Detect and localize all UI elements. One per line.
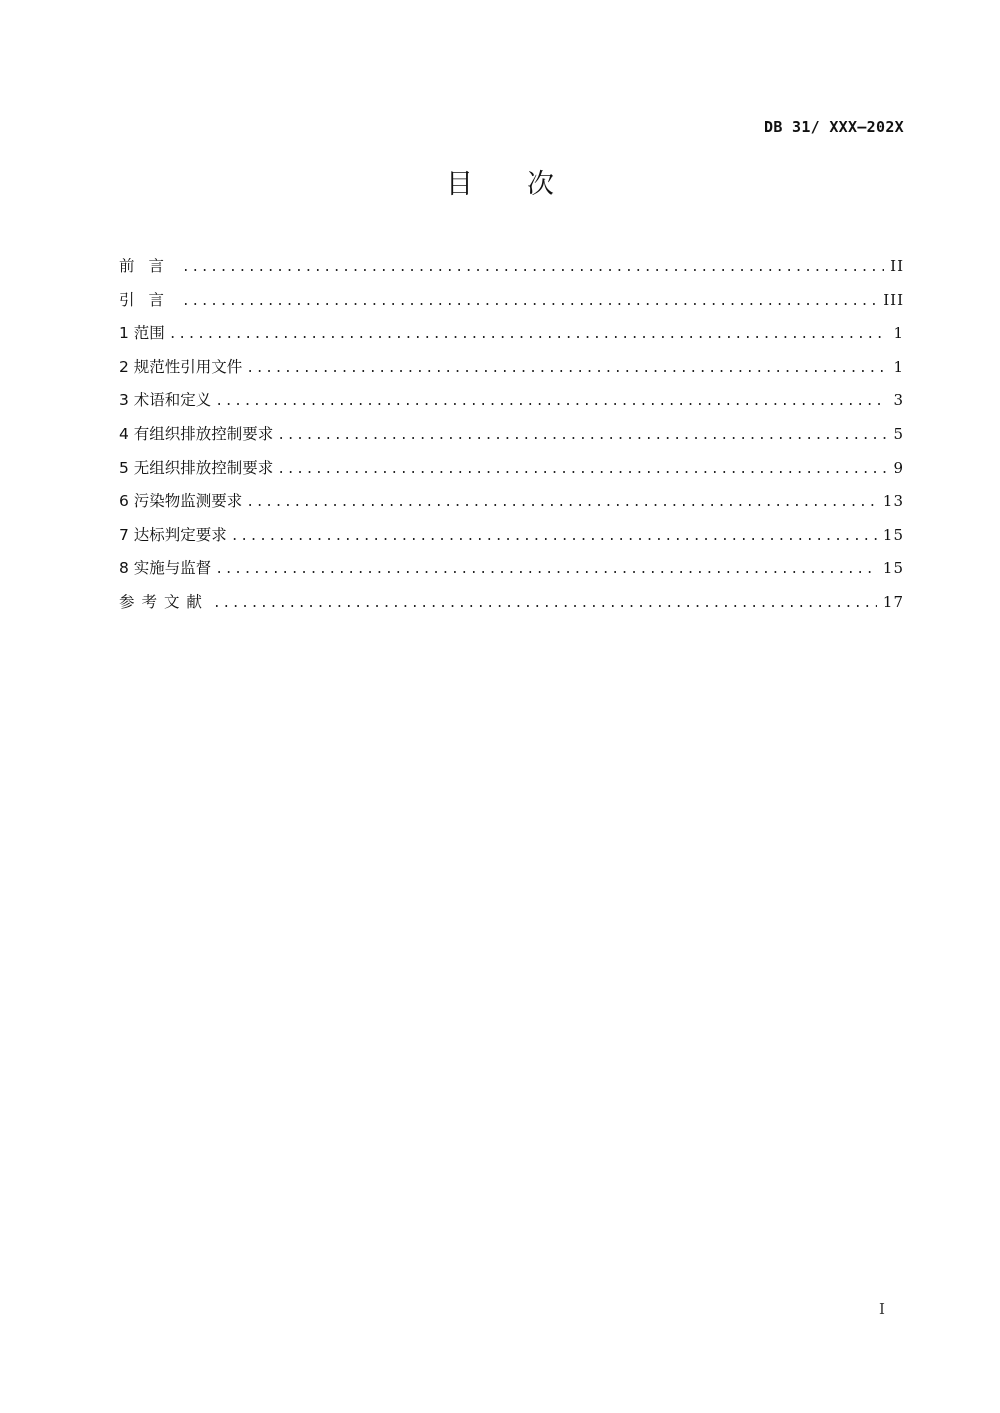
toc-entry-organized-emission[interactable] xyxy=(119,422,904,456)
toc-entry-page: 13 xyxy=(882,492,904,511)
toc-leader-dots xyxy=(215,394,887,409)
toc-entry-introduction[interactable] xyxy=(119,288,904,322)
toc-entry-label: 前言 xyxy=(119,257,178,275)
table-of-contents xyxy=(119,254,904,624)
toc-leader-dots xyxy=(246,361,887,376)
toc-entry-label: 4 有组织排放控制要求 xyxy=(119,424,274,443)
toc-entry-page: 3 xyxy=(893,391,904,410)
toc-leader-dots xyxy=(169,327,888,342)
toc-entry-page: 15 xyxy=(882,559,904,578)
toc-title-char-2: 次 xyxy=(527,169,554,200)
toc-entry-page: 9 xyxy=(893,458,904,477)
toc-entry-page: 15 xyxy=(882,525,904,544)
page-number: I xyxy=(879,1300,885,1318)
toc-entry-scope[interactable] xyxy=(119,321,904,355)
toc-entry-implementation-supervision[interactable] xyxy=(119,556,904,590)
toc-entry-label: 6 污染物监测要求 xyxy=(119,492,243,511)
toc-entry-terms-definitions[interactable] xyxy=(119,388,904,422)
toc-title xyxy=(0,162,1000,201)
toc-entry-label: 参考文献 xyxy=(119,592,209,611)
toc-entry-compliance-determination[interactable] xyxy=(119,523,904,557)
toc-entry-page: II xyxy=(890,257,904,275)
toc-entry-label: 8 实施与监督 xyxy=(119,559,212,578)
toc-entry-page: 1 xyxy=(893,324,904,343)
toc-leader-dots xyxy=(277,462,887,477)
toc-entry-fugitive-emission[interactable] xyxy=(119,456,904,490)
toc-leader-dots xyxy=(182,294,877,309)
toc-entry-pollutant-monitoring[interactable] xyxy=(119,489,904,523)
toc-entry-foreword[interactable] xyxy=(119,254,904,288)
toc-entry-page: 17 xyxy=(882,592,904,611)
toc-leader-dots xyxy=(182,260,884,275)
toc-leader-dots xyxy=(213,596,877,611)
toc-entry-bibliography[interactable] xyxy=(119,590,904,624)
document-code: DB 31/ XXX—202X xyxy=(764,118,904,136)
toc-leader-dots xyxy=(215,562,877,577)
toc-leader-dots xyxy=(246,495,877,510)
toc-entry-label: 引言 xyxy=(119,290,178,309)
toc-entry-label: 2 规范性引用文件 xyxy=(119,357,243,376)
toc-entry-label: 7 达标判定要求 xyxy=(119,525,227,544)
toc-entry-page: 5 xyxy=(893,424,904,443)
toc-entry-page: 1 xyxy=(893,357,904,376)
toc-entry-label: 1 范围 xyxy=(119,324,165,343)
toc-entry-label: 5 无组织排放控制要求 xyxy=(119,458,274,477)
toc-entry-normative-references[interactable] xyxy=(119,355,904,389)
toc-leader-dots xyxy=(231,529,877,544)
toc-entry-label: 3 术语和定义 xyxy=(119,391,212,410)
toc-entry-page: III xyxy=(883,290,904,309)
toc-leader-dots xyxy=(277,428,887,443)
toc-title-char-1: 目 xyxy=(446,169,473,200)
